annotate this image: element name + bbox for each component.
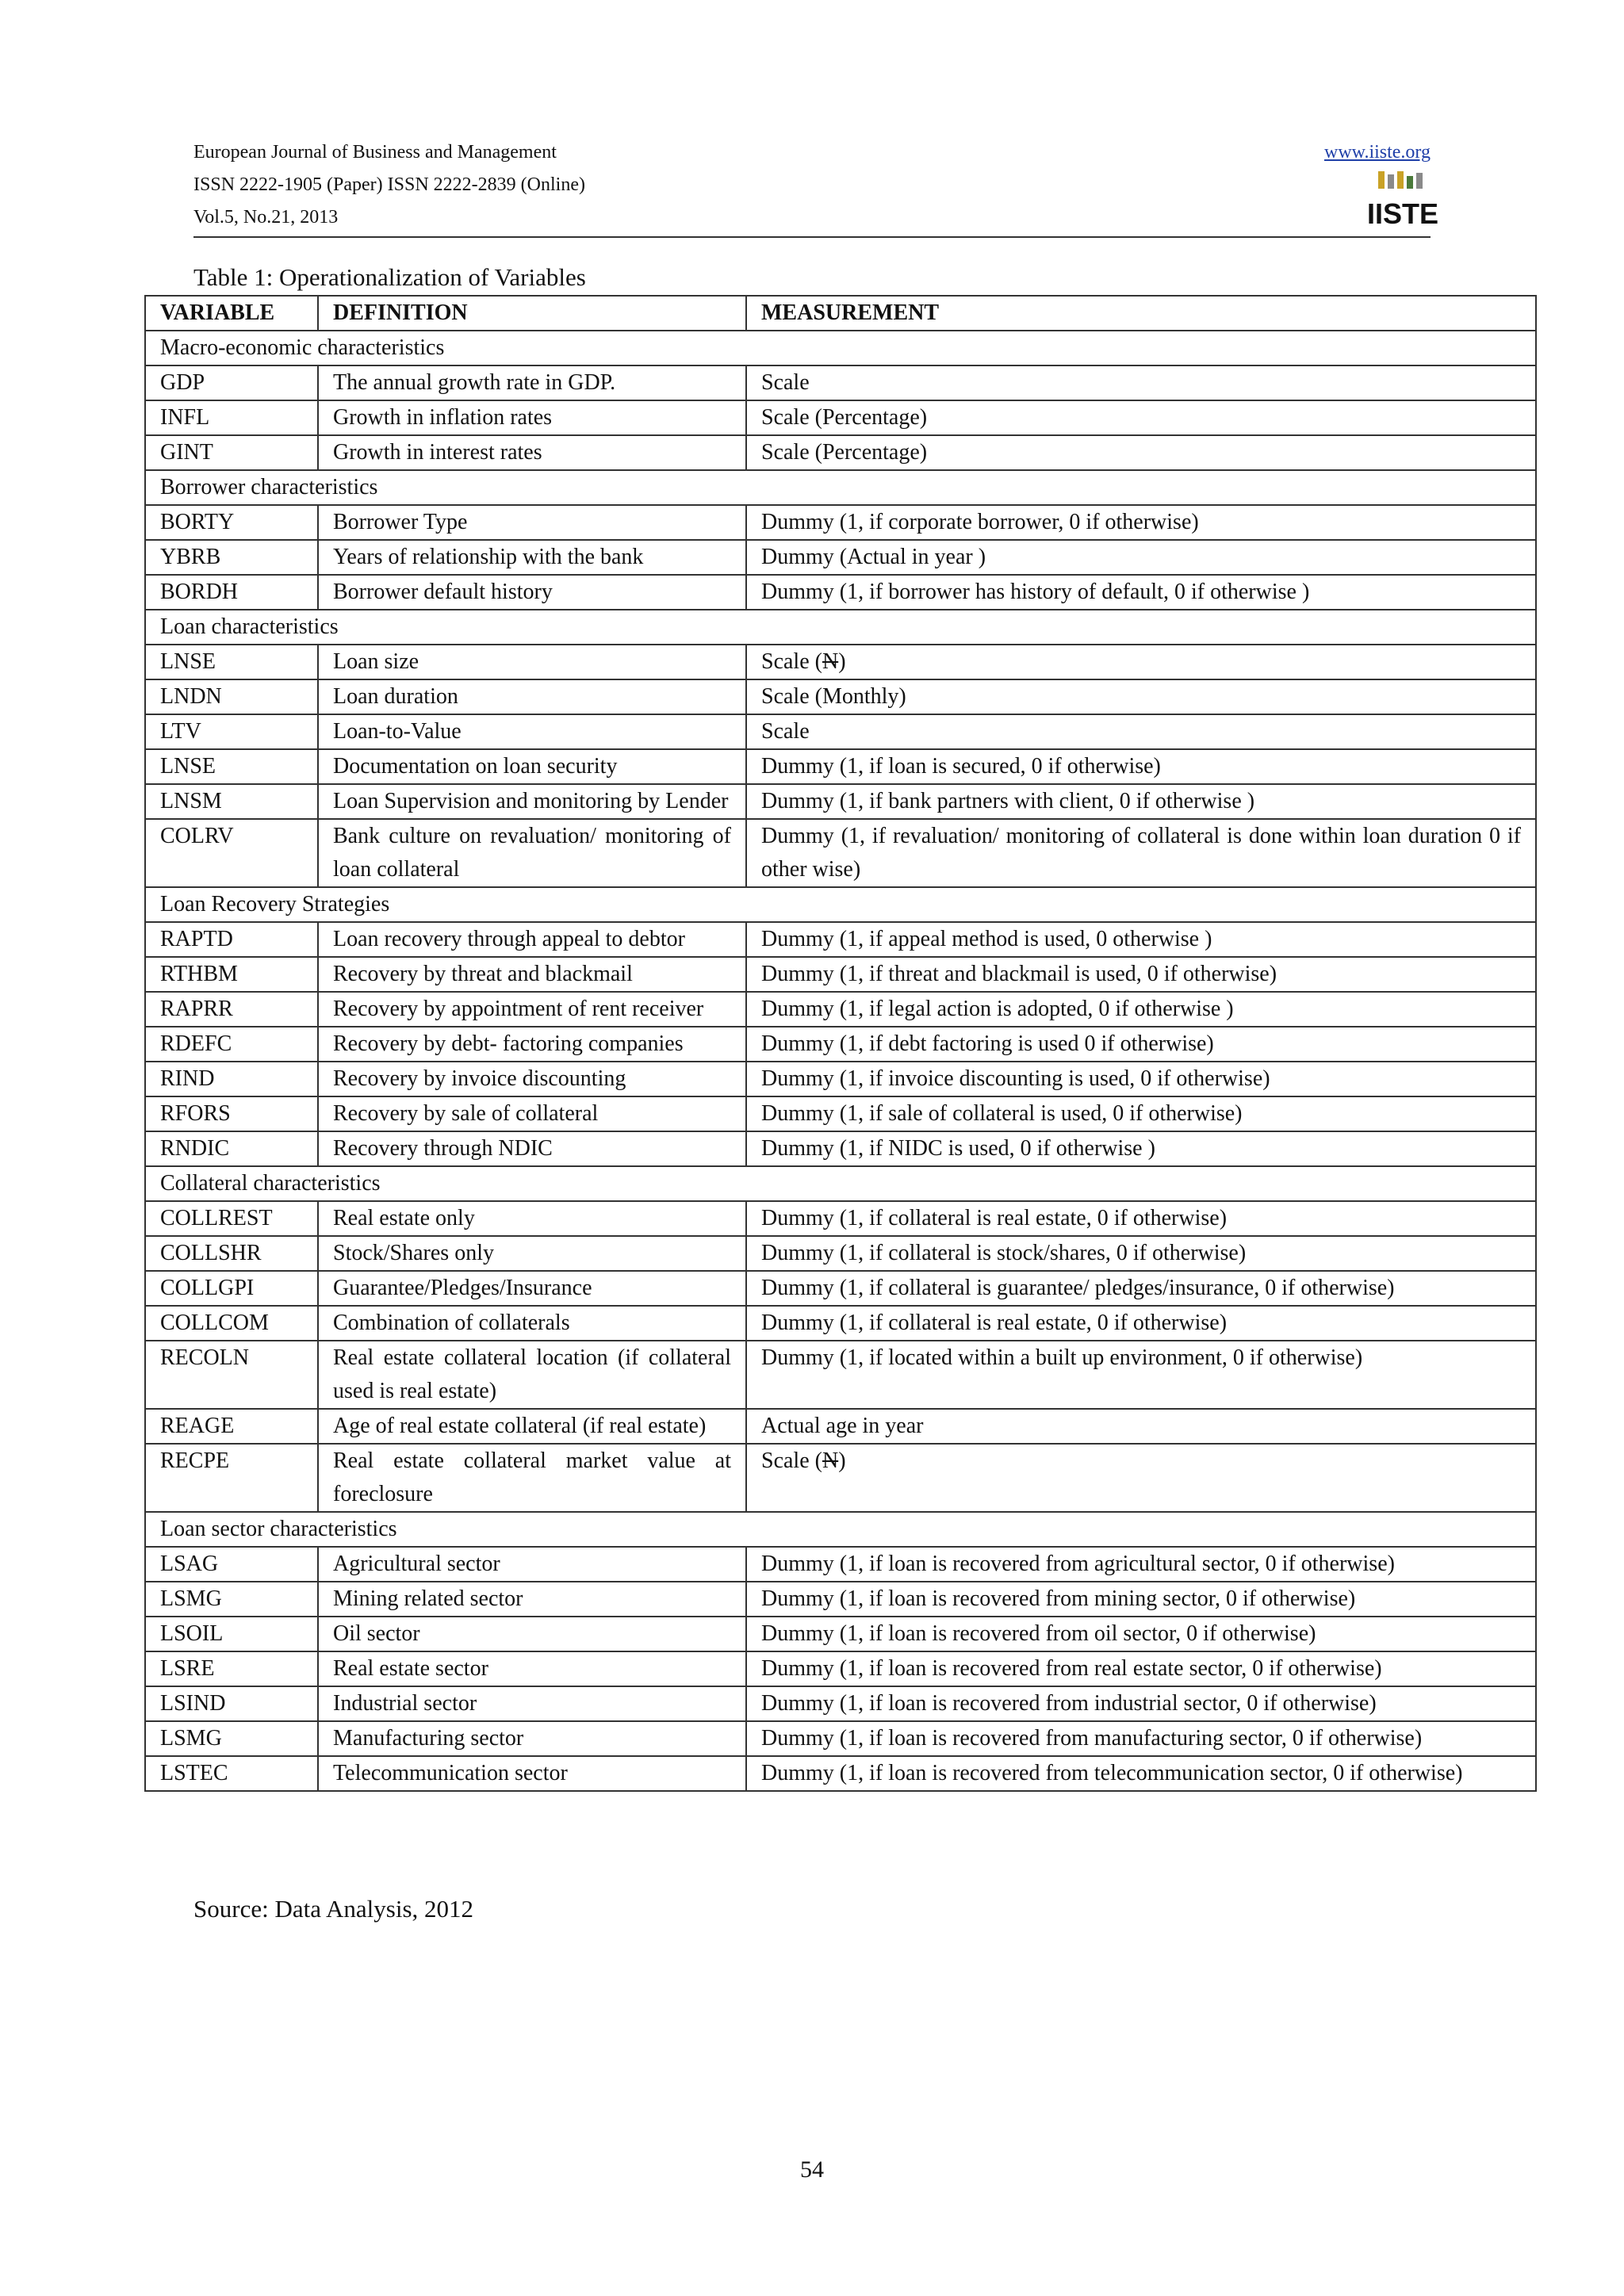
cell-definition: Recovery by invoice discounting — [318, 1062, 746, 1096]
cell-definition: Bank culture on revaluation/ monitoring of loan collateral — [318, 819, 746, 887]
logo-lettering: IISTE — [1366, 197, 1439, 230]
cell-definition: Recovery by appointment of rent receiver — [318, 992, 746, 1027]
table-row — [145, 1271, 1536, 1306]
table-row — [145, 1617, 1536, 1651]
cell-measurement: Scale (Percentage) — [746, 400, 1536, 435]
cell-measurement: Dummy (1, if collateral is guarantee/ pledges/insurance, 0 if otherwise) — [746, 1271, 1536, 1306]
cell-definition: Industrial sector — [318, 1686, 746, 1721]
table-row — [145, 957, 1536, 992]
section-header-row — [145, 610, 1536, 645]
cell-variable: LTV — [145, 714, 318, 749]
cell-variable: LSAG — [145, 1547, 318, 1582]
cell-definition: Oil sector — [318, 1617, 746, 1651]
section-header-row — [145, 331, 1536, 365]
cell-variable: LSMG — [145, 1582, 318, 1617]
section-header-row — [145, 470, 1536, 505]
cell-measurement: Dummy (1, if appeal method is used, 0 otherwise ) — [746, 922, 1536, 957]
cell-variable: LNDN — [145, 679, 318, 714]
table-row — [145, 365, 1536, 400]
cell-variable: LNSE — [145, 749, 318, 784]
table-row — [145, 435, 1536, 470]
table-row — [145, 400, 1536, 435]
page-header — [193, 136, 1439, 234]
table-row — [145, 1131, 1536, 1166]
section-header-row — [145, 887, 1536, 922]
header-rule — [193, 236, 1431, 238]
section-header-row — [145, 1512, 1536, 1547]
table-header-row — [145, 296, 1536, 331]
cell-measurement: Dummy (1, if loan is recovered from agricultural sector, 0 if otherwise) — [746, 1547, 1536, 1582]
cell-variable: LNSM — [145, 784, 318, 819]
table-row — [145, 1444, 1536, 1512]
cell-measurement: Dummy (1, if corporate borrower, 0 if otherwise) — [746, 505, 1536, 540]
table-row — [145, 1547, 1536, 1582]
cell-definition: Recovery through NDIC — [318, 1131, 746, 1166]
journal-issn: ISSN 2222-1905 (Paper) ISSN 2222-2839 (Online) — [193, 174, 585, 195]
cell-measurement: Dummy (1, if loan is recovered from real estate sector, 0 if otherwise) — [746, 1651, 1536, 1686]
cell-measurement: Scale — [746, 365, 1536, 400]
cell-definition: Real estate only — [318, 1201, 746, 1236]
cell-variable: GINT — [145, 435, 318, 470]
table-row — [145, 1096, 1536, 1131]
cell-measurement: Scale (N) — [746, 645, 1536, 679]
cell-measurement: Dummy (1, if bank partners with client, 0 if otherwise ) — [746, 784, 1536, 819]
section-title: Collateral characteristics — [145, 1166, 1536, 1201]
section-title: Loan characteristics — [145, 610, 1536, 645]
cell-measurement: Dummy (1, if collateral is real estate, 0 if otherwise) — [746, 1201, 1536, 1236]
table-row — [145, 819, 1536, 887]
cell-definition: Combination of collaterals — [318, 1306, 746, 1341]
table-row — [145, 1236, 1536, 1271]
cell-measurement: Dummy (1, if collateral is stock/shares, 0 if otherwise) — [746, 1236, 1536, 1271]
iiste-logo-icon — [1366, 170, 1439, 233]
cell-measurement: Dummy (1, if legal action is adopted, 0 if otherwise ) — [746, 992, 1536, 1027]
section-header-row — [145, 1166, 1536, 1201]
operationalization-table — [144, 295, 1537, 1792]
cell-definition: Age of real estate collateral (if real estate) — [318, 1409, 746, 1444]
cell-measurement: Dummy (1, if threat and blackmail is used, 0 if otherwise) — [746, 957, 1536, 992]
cell-variable: RTHBM — [145, 957, 318, 992]
cell-variable: LSIND — [145, 1686, 318, 1721]
cell-measurement: Dummy (1, if loan is recovered from oil sector, 0 if otherwise) — [746, 1617, 1536, 1651]
table-row — [145, 645, 1536, 679]
section-title: Loan sector characteristics — [145, 1512, 1536, 1547]
cell-definition: Loan-to-Value — [318, 714, 746, 749]
cell-variable: COLLREST — [145, 1201, 318, 1236]
table-row — [145, 1651, 1536, 1686]
cell-measurement: Scale (N) — [746, 1444, 1536, 1512]
header-variable: VARIABLE — [145, 296, 318, 331]
cell-definition: Manufacturing sector — [318, 1721, 746, 1756]
cell-variable: RFORS — [145, 1096, 318, 1131]
cell-measurement: Scale — [746, 714, 1536, 749]
cell-variable: YBRB — [145, 540, 318, 575]
cell-measurement: Actual age in year — [746, 1409, 1536, 1444]
journal-url-link[interactable]: www.iiste.org — [1324, 142, 1431, 163]
cell-definition: Growth in inflation rates — [318, 400, 746, 435]
cell-definition: Real estate sector — [318, 1651, 746, 1686]
table-row — [145, 1721, 1536, 1756]
table-row — [145, 575, 1536, 610]
section-title: Macro-economic characteristics — [145, 331, 1536, 365]
table-row — [145, 992, 1536, 1027]
journal-volume: Vol.5, No.21, 2013 — [193, 207, 339, 228]
cell-measurement: Scale (Monthly) — [746, 679, 1536, 714]
cell-definition: Loan Supervision and monitoring by Lender — [318, 784, 746, 819]
table-row — [145, 1201, 1536, 1236]
cell-variable: LSMG — [145, 1721, 318, 1756]
cell-variable: GDP — [145, 365, 318, 400]
cell-variable: RNDIC — [145, 1131, 318, 1166]
cell-measurement: Dummy (1, if NIDC is used, 0 if otherwise ) — [746, 1131, 1536, 1166]
table-row — [145, 679, 1536, 714]
cell-measurement: Dummy (1, if loan is recovered from mining sector, 0 if otherwise) — [746, 1582, 1536, 1617]
cell-variable: RDEFC — [145, 1027, 318, 1062]
cell-measurement: Dummy (1, if invoice discounting is used, 0 if otherwise) — [746, 1062, 1536, 1096]
cell-definition: Agricultural sector — [318, 1547, 746, 1582]
table-row — [145, 540, 1536, 575]
cell-variable: LSRE — [145, 1651, 318, 1686]
cell-definition: The annual growth rate in GDP. — [318, 365, 746, 400]
table-row — [145, 1582, 1536, 1617]
table-row — [145, 922, 1536, 957]
cell-variable: LNSE — [145, 645, 318, 679]
header-measurement: MEASUREMENT — [746, 296, 1536, 331]
cell-definition: Recovery by debt- factoring companies — [318, 1027, 746, 1062]
cell-definition: Growth in interest rates — [318, 435, 746, 470]
cell-definition: Loan size — [318, 645, 746, 679]
table-caption: Table 1: Operationalization of Variables — [193, 263, 586, 291]
cell-definition: Borrower Type — [318, 505, 746, 540]
cell-measurement: Scale (Percentage) — [746, 435, 1536, 470]
cell-variable: BORTY — [145, 505, 318, 540]
cell-variable: COLLGPI — [145, 1271, 318, 1306]
cell-definition: Recovery by threat and blackmail — [318, 957, 746, 992]
cell-measurement: Dummy (1, if loan is recovered from manufacturing sector, 0 if otherwise) — [746, 1721, 1536, 1756]
cell-variable: BORDH — [145, 575, 318, 610]
section-title: Loan Recovery Strategies — [145, 887, 1536, 922]
cell-definition: Guarantee/Pledges/Insurance — [318, 1271, 746, 1306]
cell-measurement: Dummy (1, if debt factoring is used 0 if otherwise) — [746, 1027, 1536, 1062]
cell-definition: Documentation on loan security — [318, 749, 746, 784]
cell-definition: Telecommunication sector — [318, 1756, 746, 1791]
table-row — [145, 1686, 1536, 1721]
cell-variable: RECPE — [145, 1444, 318, 1512]
cell-definition: Real estate collateral market value at foreclosure — [318, 1444, 746, 1512]
page-number: 54 — [800, 2156, 824, 2183]
cell-variable: COLLCOM — [145, 1306, 318, 1341]
cell-variable: RAPRR — [145, 992, 318, 1027]
cell-definition: Mining related sector — [318, 1582, 746, 1617]
table-source: Source: Data Analysis, 2012 — [193, 1895, 474, 1923]
cell-variable: RAPTD — [145, 922, 318, 957]
cell-definition: Stock/Shares only — [318, 1236, 746, 1271]
cell-variable: RIND — [145, 1062, 318, 1096]
journal-name: European Journal of Business and Management — [193, 142, 557, 163]
cell-measurement: Dummy (1, if borrower has history of default, 0 if otherwise ) — [746, 575, 1536, 610]
cell-definition: Years of relationship with the bank — [318, 540, 746, 575]
header-definition: DEFINITION — [318, 296, 746, 331]
cell-variable: INFL — [145, 400, 318, 435]
cell-measurement: Dummy (1, if loan is recovered from telecommunication sector, 0 if otherwise) — [746, 1756, 1536, 1791]
cell-variable: COLRV — [145, 819, 318, 887]
cell-variable: LSTEC — [145, 1756, 318, 1791]
cell-measurement: Dummy (1, if collateral is real estate, 0 if otherwise) — [746, 1306, 1536, 1341]
cell-measurement: Dummy (1, if loan is recovered from industrial sector, 0 if otherwise) — [746, 1686, 1536, 1721]
cell-measurement: Dummy (Actual in year ) — [746, 540, 1536, 575]
cell-definition: Borrower default history — [318, 575, 746, 610]
table-row — [145, 1027, 1536, 1062]
cell-variable: REAGE — [145, 1409, 318, 1444]
cell-measurement: Dummy (1, if located within a built up environment, 0 if otherwise) — [746, 1341, 1536, 1409]
cell-variable: COLLSHR — [145, 1236, 318, 1271]
table-row — [145, 749, 1536, 784]
cell-measurement: Dummy (1, if loan is secured, 0 if otherwise) — [746, 749, 1536, 784]
table-row — [145, 1306, 1536, 1341]
cell-variable: LSOIL — [145, 1617, 318, 1651]
table-row — [145, 1409, 1536, 1444]
cell-definition: Loan duration — [318, 679, 746, 714]
table-row — [145, 714, 1536, 749]
cell-measurement: Dummy (1, if sale of collateral is used, 0 if otherwise) — [746, 1096, 1536, 1131]
table-row — [145, 505, 1536, 540]
cell-definition: Recovery by sale of collateral — [318, 1096, 746, 1131]
cell-measurement: Dummy (1, if revaluation/ monitoring of collateral is done within loan duration 0 if other wise) — [746, 819, 1536, 887]
cell-definition: Real estate collateral location (if collateral used is real estate) — [318, 1341, 746, 1409]
table-row — [145, 784, 1536, 819]
table-row — [145, 1756, 1536, 1791]
cell-variable: RECOLN — [145, 1341, 318, 1409]
section-title: Borrower characteristics — [145, 470, 1536, 505]
cell-definition: Loan recovery through appeal to debtor — [318, 922, 746, 957]
table-row — [145, 1341, 1536, 1409]
table-row — [145, 1062, 1536, 1096]
